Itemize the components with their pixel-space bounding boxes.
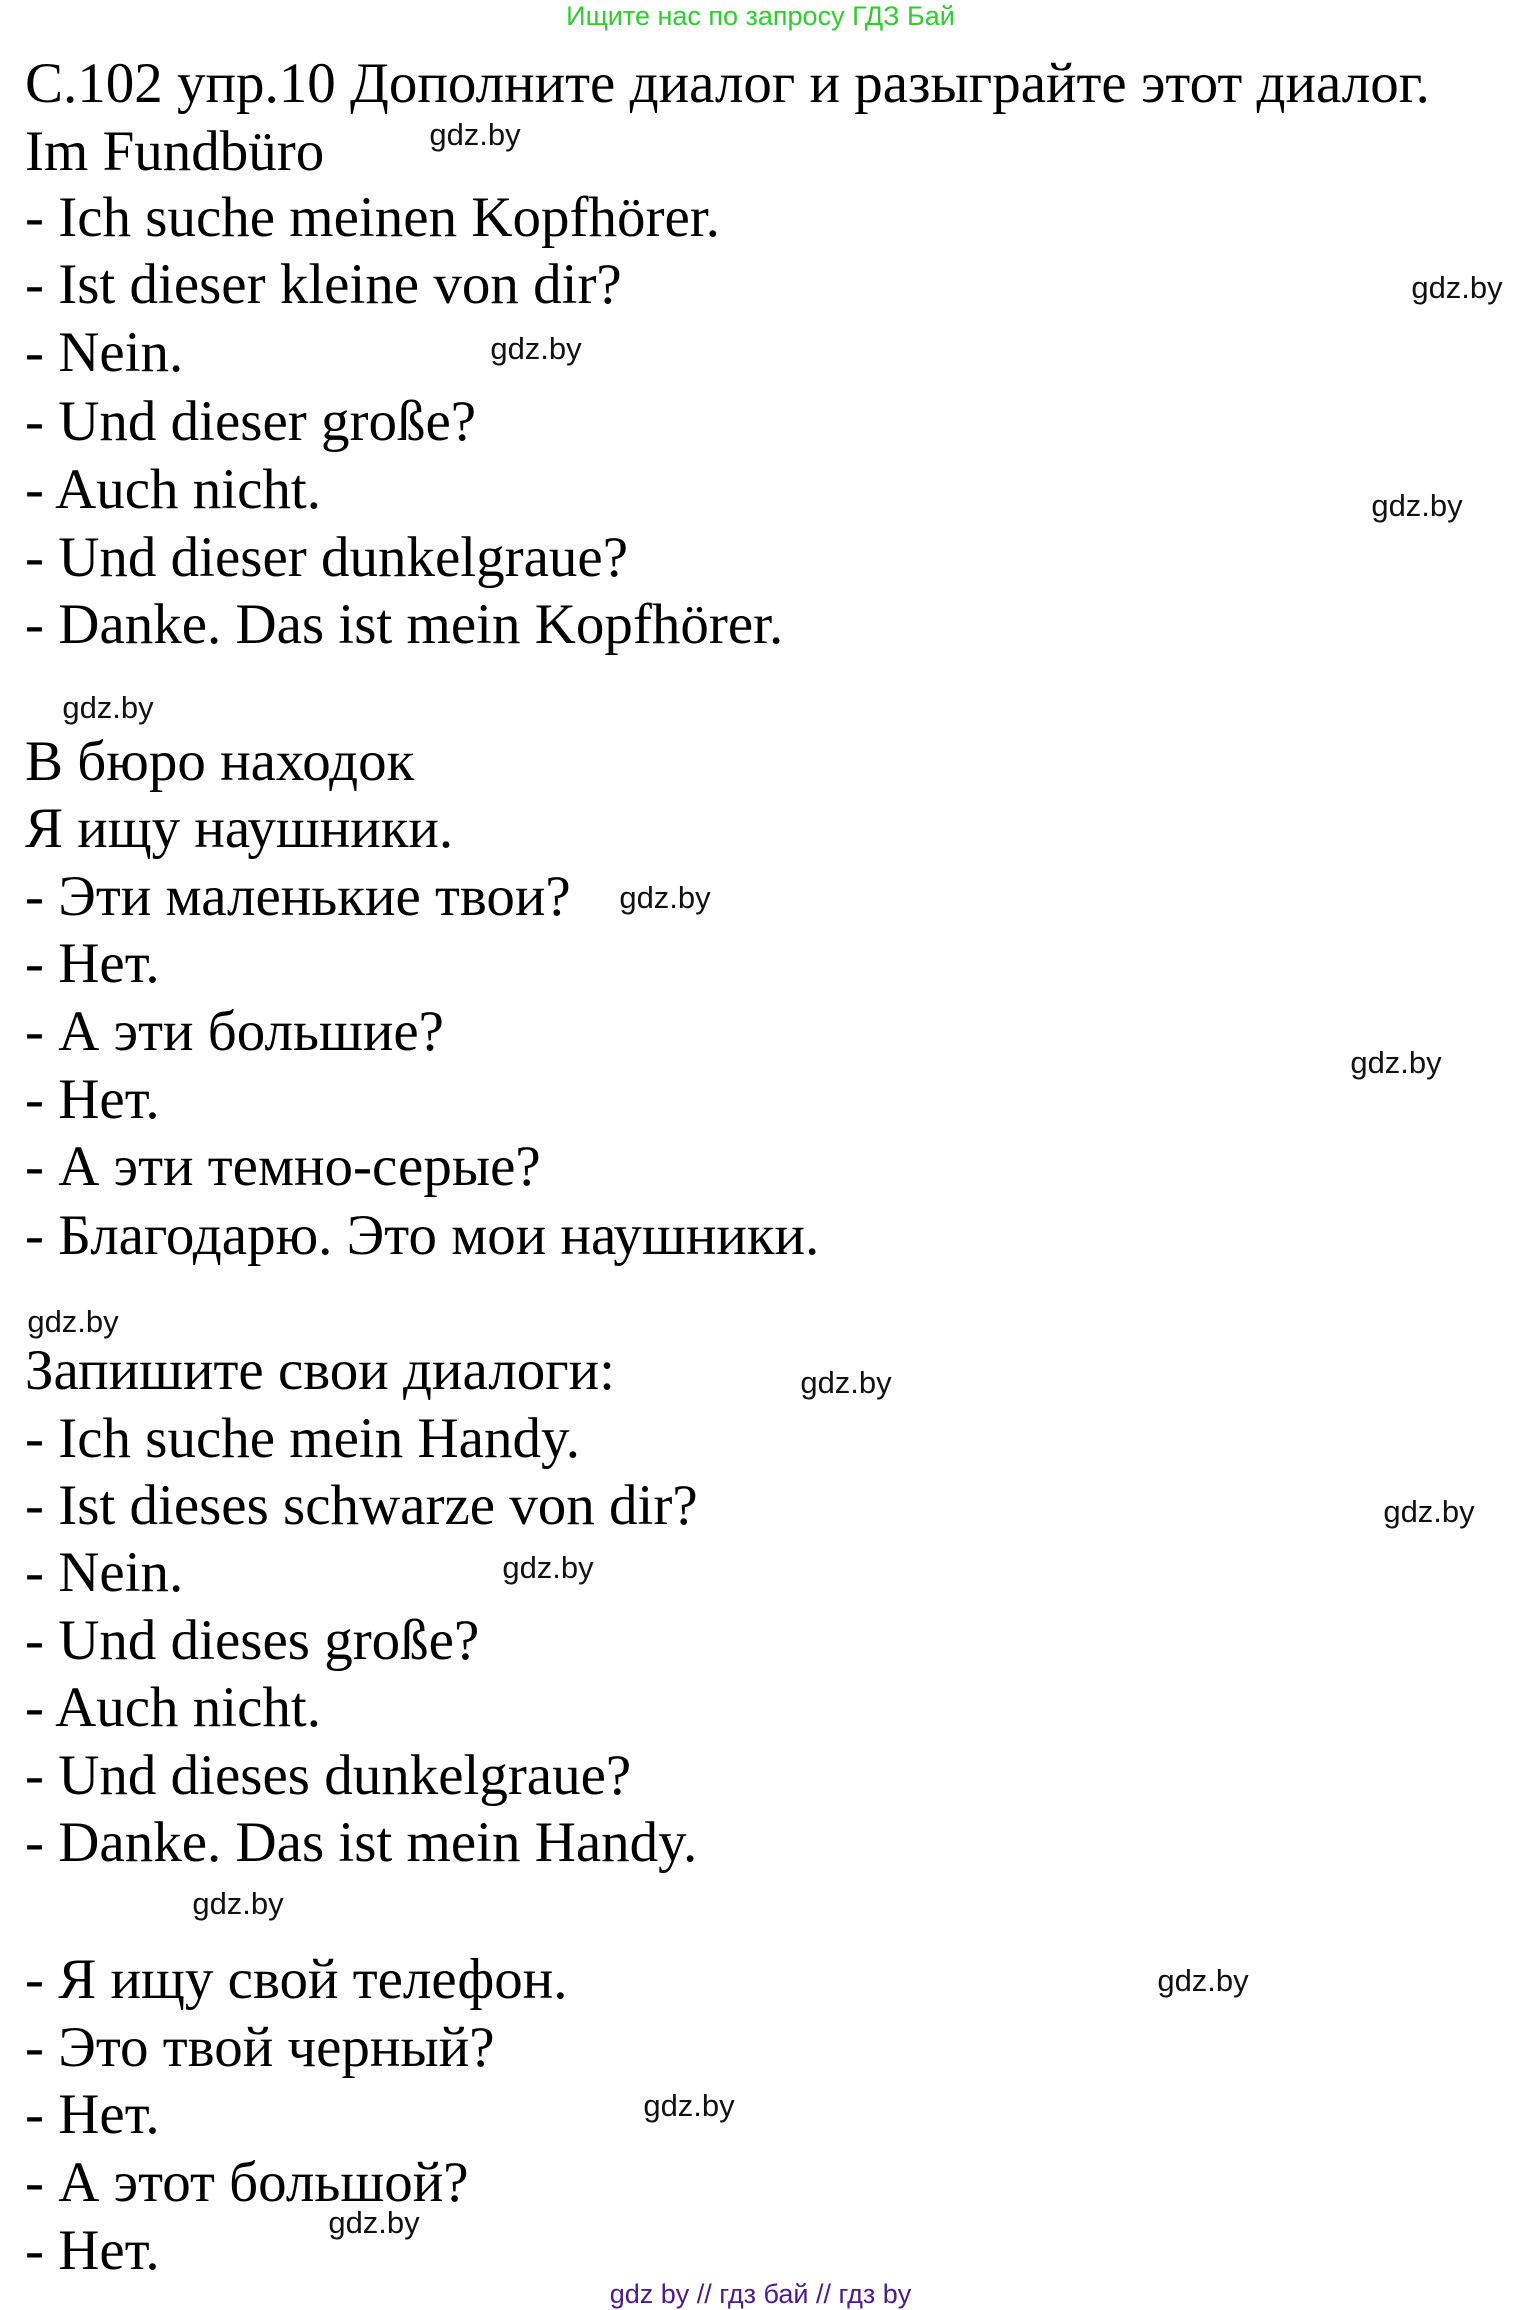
dialog-line: - А этот большой? xyxy=(25,2151,469,2214)
dialog-line: - Благодарю. Это мои наушники. xyxy=(25,1204,820,1267)
dialog-line: - Это твой черный? xyxy=(25,2016,495,2079)
dialog-line: Я ищу наушники. xyxy=(25,797,454,860)
dialog-line: - Нет. xyxy=(25,2083,160,2146)
watermark: gdz.by xyxy=(429,117,521,152)
dialog-line: Im Fundbüro xyxy=(25,120,325,183)
watermark: gdz.by xyxy=(800,1365,892,1400)
dialog-line: - Danke. Das ist mein Kopfhörer. xyxy=(25,593,784,656)
dialog-line: - А эти большие? xyxy=(25,1000,444,1063)
dialog-line: - Эти маленькие твои? xyxy=(25,865,571,928)
watermark: gdz.by xyxy=(490,331,582,366)
dialog-line: - Ist dieser kleine von dir? xyxy=(25,253,622,316)
watermark: gdz.by xyxy=(643,2088,735,2123)
footer-links: gdz by // гдз бай // гдз by xyxy=(609,2279,912,2309)
dialog-line: - Und dieses große? xyxy=(25,1609,480,1672)
watermark: gdz.by xyxy=(502,1550,594,1585)
watermark: gdz.by xyxy=(1350,1045,1442,1080)
dialog-line: - Auch nicht. xyxy=(25,458,322,521)
dialog-line: - Ich suche meinen Kopfhörer. xyxy=(25,186,720,249)
watermark: gdz.by xyxy=(1371,488,1463,523)
dialog-line: Запишите свои диалоги: xyxy=(25,1339,616,1402)
watermark: gdz.by xyxy=(328,2205,420,2240)
search-banner: Ищите нас по запросу ГДЗ Бай xyxy=(566,1,955,31)
dialog-line: В бюро находок xyxy=(25,730,415,793)
watermark: gdz.by xyxy=(1157,1963,1249,1998)
dialog-line: - Und dieses dunkelgraue? xyxy=(25,1744,632,1807)
dialog-line: - Ist dieses schwarze von dir? xyxy=(25,1474,698,1537)
watermark: gdz.by xyxy=(1383,1494,1475,1529)
dialog-line: - А эти темно-серые? xyxy=(25,1135,541,1198)
dialog-line: - Und dieser große? xyxy=(25,390,477,453)
watermark: gdz.by xyxy=(192,1886,284,1921)
dialog-line: - Нет. xyxy=(25,1068,160,1131)
watermark: gdz.by xyxy=(27,1304,119,1339)
dialog-line: - Nein. xyxy=(25,1541,184,1604)
watermark: gdz.by xyxy=(619,880,711,915)
exercise-title: С.102 упр.10 Дополните диалог и разыграйте этот диалог. xyxy=(25,52,1430,115)
dialog-line: - Нет. xyxy=(25,932,160,995)
dialog-line: - Nein. xyxy=(25,321,184,384)
dialog-line: - Und dieser dunkelgraue? xyxy=(25,526,629,589)
dialog-line: - Я ищу свой телефон. xyxy=(25,1948,568,2011)
watermark: gdz.by xyxy=(62,690,154,725)
dialog-line: - Danke. Das ist mein Handy. xyxy=(25,1811,698,1874)
dialog-line: - Auch nicht. xyxy=(25,1676,322,1739)
watermark: gdz.by xyxy=(1411,270,1503,305)
dialog-line: - Ich suche mein Handy. xyxy=(25,1407,581,1470)
dialog-line: - Нет. xyxy=(25,2219,160,2282)
